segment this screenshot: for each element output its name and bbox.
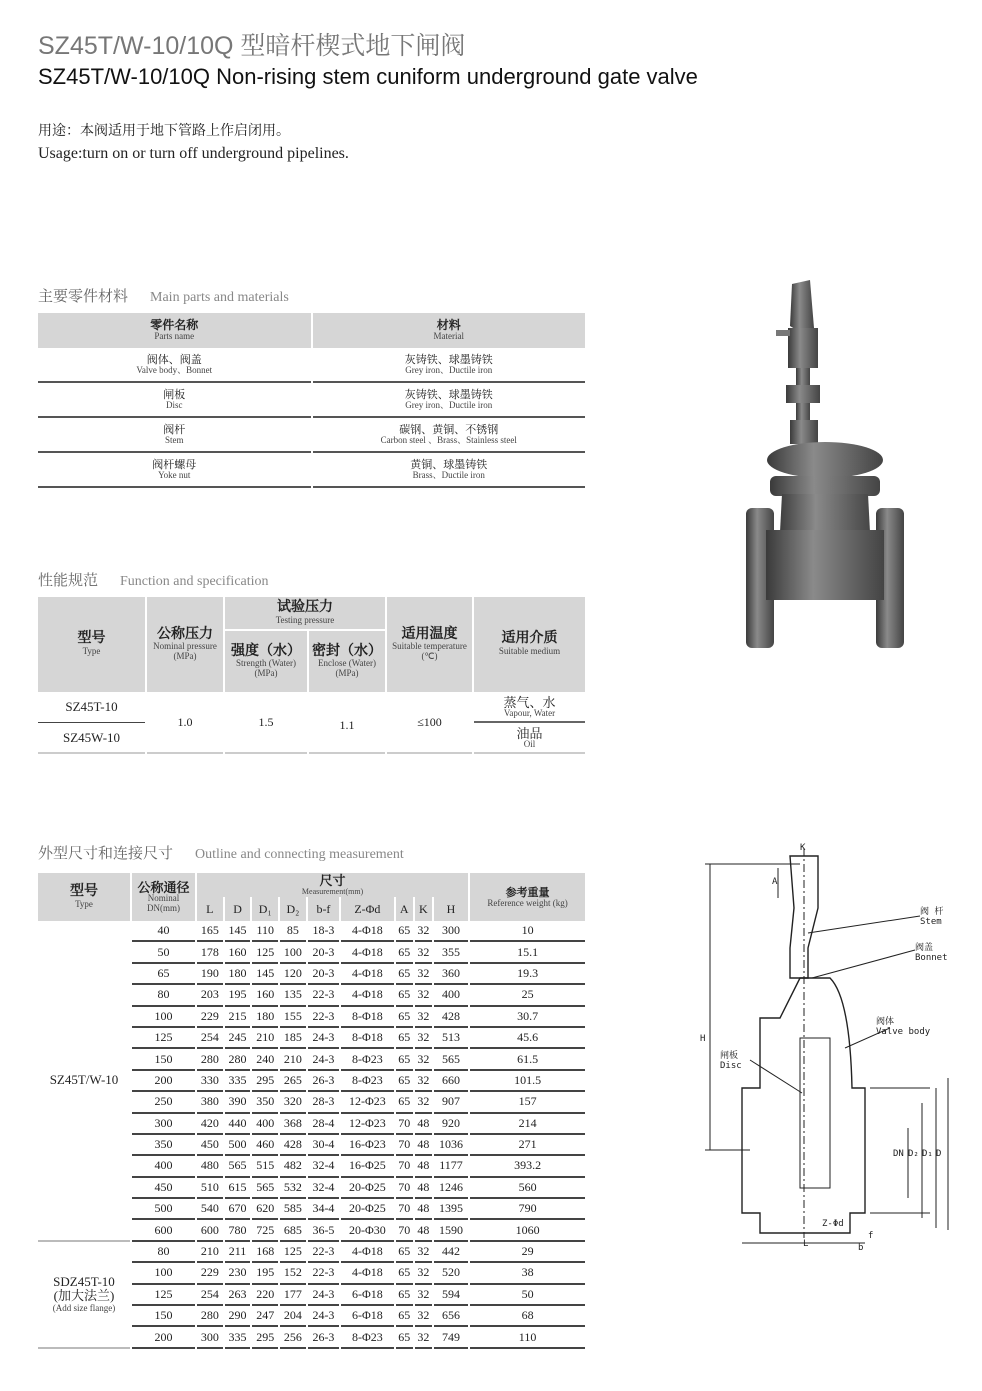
dim-cell: 65 xyxy=(396,1092,413,1113)
part-material: 灰铸铁、球墨铸铁 Grey iron、Ductile iron xyxy=(313,383,586,418)
dim-col-header: K xyxy=(415,897,432,921)
dim-cell: 32 xyxy=(415,1327,432,1348)
dim-cell: 50 xyxy=(470,1285,585,1306)
title-cn: SZ45T/W-10/10Q 型暗杆楔式地下闸阀 xyxy=(38,32,466,60)
dim-cell: 600 xyxy=(197,1220,223,1241)
dim-cell: 22-3 xyxy=(308,1242,339,1263)
dim-cell: 355 xyxy=(434,942,468,963)
part-name: 阀杆螺母 Yoke nut xyxy=(38,453,311,488)
dim-cell: 65 xyxy=(396,1049,413,1070)
dim-cell: 125 xyxy=(132,1285,195,1306)
dim-cell: 48 xyxy=(415,1199,432,1220)
dim-cell: 20-Φ30 xyxy=(341,1220,393,1241)
dim-cell: 16-Φ25 xyxy=(341,1156,393,1177)
spec-enclose: 1.1 xyxy=(309,692,385,754)
part-name: 阀体、阀盖 Valve body、Bonnet xyxy=(38,348,311,383)
dim-cell: 400 xyxy=(132,1156,195,1177)
dim-cell: 48 xyxy=(415,1135,432,1156)
usage-cn: 用途：本阀适用于地下管路上作启闭用。 xyxy=(38,123,290,139)
dim-cell: 100 xyxy=(132,1263,195,1284)
dim-cell: 22-3 xyxy=(308,1263,339,1284)
dim-cell: 460 xyxy=(252,1135,278,1156)
dim-cell: 1060 xyxy=(470,1220,585,1241)
dim-cell: 8-Φ23 xyxy=(341,1071,393,1092)
dim-cell: 152 xyxy=(280,1263,306,1284)
dim-cell: 65 xyxy=(396,942,413,963)
dim-cell: 300 xyxy=(434,921,468,942)
dim-cell: 656 xyxy=(434,1306,468,1327)
dim-cell: 450 xyxy=(132,1178,195,1199)
title-en: SZ45T/W-10/10Q Non-rising stem cuniform underground gate valve xyxy=(38,64,698,89)
dim-cell: 428 xyxy=(434,1007,468,1028)
dim-cell: 180 xyxy=(252,1007,278,1028)
dim-cell: 85 xyxy=(280,921,306,942)
dim-cell: 100 xyxy=(280,942,306,963)
dim-cell: 125 xyxy=(132,1028,195,1049)
dim-label-d2: D₂ xyxy=(908,1149,919,1159)
dim-cell: 22-3 xyxy=(308,1007,339,1028)
dim-cell: 482 xyxy=(280,1156,306,1177)
dim-cell: 565 xyxy=(225,1156,251,1177)
dim-cell: 32 xyxy=(415,1242,432,1263)
dim-cell: 36-5 xyxy=(308,1220,339,1241)
dim-cell: 20-3 xyxy=(308,964,339,985)
dim-cell: 685 xyxy=(280,1220,306,1241)
dim-cell: 254 xyxy=(197,1028,223,1049)
dim-cell: 168 xyxy=(252,1242,278,1263)
dim-cell: 32 xyxy=(415,1049,432,1070)
dim-cell: 780 xyxy=(225,1220,251,1241)
dim-cell: 38 xyxy=(470,1263,585,1284)
dim-cell: 920 xyxy=(434,1114,468,1135)
dim-cell: 70 xyxy=(396,1199,413,1220)
dim-cell: 65 xyxy=(396,1263,413,1284)
dim-cell: 6-Φ18 xyxy=(341,1285,393,1306)
dim-label-b: b xyxy=(858,1243,864,1253)
dim-cell: 32 xyxy=(415,1306,432,1327)
label-disc: 闸板 Disc xyxy=(720,1051,742,1071)
dim-cell: 65 xyxy=(396,985,413,1006)
dim-cell: 160 xyxy=(225,942,251,963)
dim-cell: 32 xyxy=(415,921,432,942)
dim-cell: 26-3 xyxy=(308,1327,339,1348)
dim-cell: 30.7 xyxy=(470,1007,585,1028)
dim-col-header: b-f xyxy=(308,897,339,921)
dim-cell: 40 xyxy=(132,921,195,942)
part-name: 阀杆 Stem xyxy=(38,418,311,453)
parts-section-title xyxy=(38,285,289,306)
dim-cell: 295 xyxy=(252,1071,278,1092)
dim-cell: 200 xyxy=(132,1327,195,1348)
dim-cell: 65 xyxy=(396,1285,413,1306)
spec-h-nominal: 公称压力 Nominal pressure (MPa) xyxy=(147,597,223,692)
dim-cell: 565 xyxy=(434,1049,468,1070)
dim-cell: 20-Φ25 xyxy=(341,1178,393,1199)
dim-cell: 65 xyxy=(132,964,195,985)
spec-h-enclose: 密封（水） Enclose (Water) (MPa) xyxy=(309,629,385,692)
dim-cell: 185 xyxy=(280,1028,306,1049)
dim-cell: 155 xyxy=(280,1007,306,1028)
dim-cell: 4-Φ18 xyxy=(341,1242,393,1263)
dim-cell: 70 xyxy=(396,1135,413,1156)
dim-cell: 330 xyxy=(197,1071,223,1092)
dim-cell: 210 xyxy=(197,1242,223,1263)
valve-photo xyxy=(740,280,910,652)
dim-cell: 110 xyxy=(252,921,278,942)
dim-cell: 442 xyxy=(434,1242,468,1263)
dim-cell: 907 xyxy=(434,1092,468,1113)
dim-type-cell: SDZ45T-10 (加大法兰) (Add size flange) xyxy=(38,1242,130,1349)
dim-cell: 65 xyxy=(396,1242,413,1263)
dim-cell: 29 xyxy=(470,1242,585,1263)
dim-cell: 790 xyxy=(470,1199,585,1220)
valve-section-drawing xyxy=(690,838,970,1258)
dim-cell: 1246 xyxy=(434,1178,468,1199)
dim-cell: 32 xyxy=(415,1071,432,1092)
spec-h-type: 型号 Type xyxy=(38,597,145,692)
dim-cell: 70 xyxy=(396,1156,413,1177)
dim-cell: 350 xyxy=(252,1092,278,1113)
dim-cell: 34-4 xyxy=(308,1199,339,1220)
dim-cell: 70 xyxy=(396,1114,413,1135)
dim-h-type: 型号 Type xyxy=(38,873,130,921)
parts-header-name: 零件名称 Parts name xyxy=(38,313,311,348)
dim-cell: 670 xyxy=(225,1199,251,1220)
dim-cell: 61.5 xyxy=(470,1049,585,1070)
dim-cell: 420 xyxy=(197,1114,223,1135)
dim-cell: 8-Φ18 xyxy=(341,1007,393,1028)
spec-h-strength: 强度（水） Strength (Water) (MPa) xyxy=(225,629,307,692)
dim-type-cell: SZ45T/W-10 xyxy=(38,921,130,1242)
dim-cell: 50 xyxy=(132,942,195,963)
dim-label-f: f xyxy=(868,1231,874,1241)
dim-col-header: A xyxy=(396,897,413,921)
dim-label-h: H xyxy=(700,1034,706,1044)
dim-cell: 32 xyxy=(415,964,432,985)
dim-cell: 10 xyxy=(470,921,585,942)
dim-cell: 19.3 xyxy=(470,964,585,985)
dim-cell: 660 xyxy=(434,1071,468,1092)
dim-cell: 245 xyxy=(225,1028,251,1049)
dim-cell: 100 xyxy=(132,1007,195,1028)
dim-cell: 20-3 xyxy=(308,942,339,963)
dim-cell: 360 xyxy=(434,964,468,985)
dim-h-dn: 公称通径 Nominal DN(mm) xyxy=(132,873,195,921)
dim-cell: 24-3 xyxy=(308,1285,339,1306)
dim-cell: 30-4 xyxy=(308,1135,339,1156)
spec-strength: 1.5 xyxy=(225,692,307,754)
dim-cell: 560 xyxy=(470,1178,585,1199)
part-material: 灰铸铁、球墨铸铁 Grey iron、Ductile iron xyxy=(313,348,586,383)
dim-cell: 4-Φ18 xyxy=(341,921,393,942)
dim-cell: 165 xyxy=(197,921,223,942)
dim-cell: 400 xyxy=(252,1114,278,1135)
dim-cell: 4-Φ18 xyxy=(341,1263,393,1284)
dim-cell: 65 xyxy=(396,1327,413,1348)
dim-label-zd: Z-Φd xyxy=(822,1219,844,1229)
dim-cell: 6-Φ18 xyxy=(341,1306,393,1327)
label-valve-body: 阀体 Valve body xyxy=(876,1017,931,1037)
spec-medium-2: 油品 Oil xyxy=(474,723,585,754)
dim-cell: 240 xyxy=(252,1049,278,1070)
dim-cell: 300 xyxy=(132,1114,195,1135)
dim-cell: 335 xyxy=(225,1071,251,1092)
dim-cell: 335 xyxy=(225,1327,251,1348)
dim-cell: 250 xyxy=(132,1092,195,1113)
dim-cell: 15.1 xyxy=(470,942,585,963)
dim-col-header: H xyxy=(434,897,468,921)
dim-cell: 68 xyxy=(470,1306,585,1327)
dim-cell: 26-3 xyxy=(308,1071,339,1092)
dim-cell: 229 xyxy=(197,1263,223,1284)
parts-title-cn: 主要零件材料 xyxy=(38,287,129,305)
dim-row xyxy=(38,1242,585,1263)
dim-label-k: K xyxy=(800,843,806,853)
spec-title-cn: 性能规范 xyxy=(38,571,99,589)
dim-col-header: D xyxy=(225,897,251,921)
dim-cell: 565 xyxy=(252,1178,278,1199)
dim-cell: 620 xyxy=(252,1199,278,1220)
dim-cell: 28-3 xyxy=(308,1092,339,1113)
dim-cell: 500 xyxy=(225,1135,251,1156)
dim-cell: 390 xyxy=(225,1092,251,1113)
dim-cell: 210 xyxy=(280,1049,306,1070)
dim-cell: 8-Φ18 xyxy=(341,1028,393,1049)
dim-cell: 204 xyxy=(280,1306,306,1327)
dim-cell: 180 xyxy=(225,964,251,985)
dim-cell: 220 xyxy=(252,1285,278,1306)
dim-cell: 515 xyxy=(252,1156,278,1177)
parts-header-material: 材料 Material xyxy=(313,313,586,348)
label-stem: 阀 杆 Stem xyxy=(920,907,944,927)
dim-cell: 70 xyxy=(396,1220,413,1241)
dim-cell: 1395 xyxy=(434,1199,468,1220)
dim-cell: 18-3 xyxy=(308,921,339,942)
dim-cell: 8-Φ23 xyxy=(341,1327,393,1348)
dim-cell: 110 xyxy=(470,1327,585,1348)
part-material: 黄铜、球墨铸铁 Brass、Ductile iron xyxy=(313,453,586,488)
dim-col-header: D₂ xyxy=(280,897,306,921)
spec-temp: ≤100 xyxy=(387,692,472,754)
dim-cell: 8-Φ23 xyxy=(341,1049,393,1070)
dim-cell: 247 xyxy=(252,1306,278,1327)
dim-cell: 145 xyxy=(252,964,278,985)
dim-cell: 32 xyxy=(415,1007,432,1028)
spec-table xyxy=(36,597,587,754)
dim-cell: 135 xyxy=(280,985,306,1006)
dim-cell: 48 xyxy=(415,1220,432,1241)
dim-cell: 24-3 xyxy=(308,1028,339,1049)
dim-cell: 1590 xyxy=(434,1220,468,1241)
dim-cell: 32 xyxy=(415,1092,432,1113)
dim-cell: 65 xyxy=(396,921,413,942)
dim-cell: 195 xyxy=(225,985,251,1006)
dim-cell: 28-4 xyxy=(308,1114,339,1135)
dim-row xyxy=(38,921,585,942)
dim-section-title xyxy=(38,842,404,863)
dim-cell: 350 xyxy=(132,1135,195,1156)
dim-cell: 65 xyxy=(396,1306,413,1327)
dim-cell: 400 xyxy=(434,985,468,1006)
dim-label-a: A xyxy=(772,877,778,887)
dim-cell: 65 xyxy=(396,1071,413,1092)
dim-cell: 145 xyxy=(225,921,251,942)
dim-cell: 65 xyxy=(396,1028,413,1049)
dim-cell: 48 xyxy=(415,1178,432,1199)
dim-cell: 214 xyxy=(470,1114,585,1135)
dim-cell: 12-Φ23 xyxy=(341,1092,393,1113)
dim-cell: 1036 xyxy=(434,1135,468,1156)
dim-cell: 450 xyxy=(197,1135,223,1156)
dim-cell: 45.6 xyxy=(470,1028,585,1049)
dim-cell: 120 xyxy=(280,964,306,985)
dim-cell: 203 xyxy=(197,985,223,1006)
dim-cell: 215 xyxy=(225,1007,251,1028)
dim-cell: 25 xyxy=(470,985,585,1006)
dim-cell: 295 xyxy=(252,1327,278,1348)
dim-cell: 256 xyxy=(280,1327,306,1348)
part-material: 碳钢、黄铜、不锈钢 Carbon steel 、Brass、Stainless steel xyxy=(313,418,586,453)
dim-cell: 48 xyxy=(415,1156,432,1177)
dim-cell: 725 xyxy=(252,1220,278,1241)
dim-cell: 500 xyxy=(132,1199,195,1220)
label-bonnet: 阀盖 Bonnet xyxy=(915,943,948,963)
dim-cell: 32-4 xyxy=(308,1178,339,1199)
usage-en: Usage:turn on or turn off underground pipelines. xyxy=(38,145,349,162)
dim-cell: 65 xyxy=(396,964,413,985)
dim-cell: 510 xyxy=(197,1178,223,1199)
dim-cell: 190 xyxy=(197,964,223,985)
dimension-table xyxy=(36,873,587,1349)
parts-table xyxy=(36,313,587,488)
dim-cell: 125 xyxy=(252,942,278,963)
dim-cell: 80 xyxy=(132,1242,195,1263)
dim-cell: 4-Φ18 xyxy=(341,942,393,963)
dim-cell: 290 xyxy=(225,1306,251,1327)
dim-cell: 393.2 xyxy=(470,1156,585,1177)
dim-cell: 211 xyxy=(225,1242,251,1263)
dim-cell: 4-Φ18 xyxy=(341,985,393,1006)
dim-cell: 70 xyxy=(396,1178,413,1199)
parts-row xyxy=(38,453,585,488)
dim-cell: 32 xyxy=(415,1285,432,1306)
dim-label-d: D xyxy=(936,1149,942,1159)
dim-cell: 22-3 xyxy=(308,985,339,1006)
dim-cell: 480 xyxy=(197,1156,223,1177)
dim-cell: 749 xyxy=(434,1327,468,1348)
spec-type-2: SZ45W-10 xyxy=(38,723,145,754)
spec-section-title xyxy=(38,569,269,590)
spec-title-en: Function and specification xyxy=(120,574,269,589)
dim-col-header: Z-Φd xyxy=(341,897,393,921)
dim-cell: 380 xyxy=(197,1092,223,1113)
dim-cell: 263 xyxy=(225,1285,251,1306)
dim-cell: 594 xyxy=(434,1285,468,1306)
dim-cell: 200 xyxy=(132,1071,195,1092)
dim-cell: 195 xyxy=(252,1263,278,1284)
dim-title-cn: 外型尺寸和连接尺寸 xyxy=(38,844,174,862)
dim-cell: 32 xyxy=(415,942,432,963)
dim-cell: 1177 xyxy=(434,1156,468,1177)
dim-cell: 101.5 xyxy=(470,1071,585,1092)
dim-cell: 428 xyxy=(280,1135,306,1156)
part-name: 闸板 Disc xyxy=(38,383,311,418)
dim-cell: 280 xyxy=(197,1049,223,1070)
dim-cell: 300 xyxy=(197,1327,223,1348)
dim-cell: 210 xyxy=(252,1028,278,1049)
dim-h-weight: 参考重量 Reference weight (kg) xyxy=(470,873,585,921)
dim-label-d1: D₁ xyxy=(922,1149,933,1159)
dim-cell: 65 xyxy=(396,1007,413,1028)
dim-cell: 532 xyxy=(280,1178,306,1199)
dim-label-l: L xyxy=(803,1239,809,1249)
dim-col-header: D₁ xyxy=(252,897,278,921)
dim-cell: 80 xyxy=(132,985,195,1006)
dim-cell: 540 xyxy=(197,1199,223,1220)
parts-row xyxy=(38,383,585,418)
parts-title-en: Main parts and materials xyxy=(150,290,289,305)
dim-cell: 271 xyxy=(470,1135,585,1156)
dim-cell: 177 xyxy=(280,1285,306,1306)
dim-cell: 178 xyxy=(197,942,223,963)
dim-title-en: Outline and connecting measurement xyxy=(195,847,404,862)
spec-type-1: SZ45T-10 xyxy=(38,692,145,723)
dim-cell: 157 xyxy=(470,1092,585,1113)
dim-cell: 32-4 xyxy=(308,1156,339,1177)
dim-cell: 24-3 xyxy=(308,1306,339,1327)
dim-cell: 4-Φ18 xyxy=(341,964,393,985)
dim-cell: 280 xyxy=(225,1049,251,1070)
dim-cell: 32 xyxy=(415,1263,432,1284)
dim-cell: 150 xyxy=(132,1049,195,1070)
parts-row xyxy=(38,418,585,453)
dim-cell: 513 xyxy=(434,1028,468,1049)
dim-cell: 280 xyxy=(197,1306,223,1327)
dim-cell: 160 xyxy=(252,985,278,1006)
dim-cell: 520 xyxy=(434,1263,468,1284)
dim-cell: 254 xyxy=(197,1285,223,1306)
spec-nominal: 1.0 xyxy=(147,692,223,754)
dim-cell: 368 xyxy=(280,1114,306,1135)
dim-cell: 24-3 xyxy=(308,1049,339,1070)
dim-cell: 440 xyxy=(225,1114,251,1135)
dim-cell: 150 xyxy=(132,1306,195,1327)
dim-cell: 32 xyxy=(415,985,432,1006)
spec-medium-1: 蒸气、水 Vapour, Water xyxy=(474,692,585,723)
dim-col-header: L xyxy=(197,897,223,921)
dim-cell: 32 xyxy=(415,1028,432,1049)
dim-cell: 265 xyxy=(280,1071,306,1092)
spec-h-testing: 试验压力 Testing pressure xyxy=(225,597,385,629)
dim-label-dn: DN xyxy=(893,1149,904,1159)
dim-cell: 20-Φ25 xyxy=(341,1199,393,1220)
dim-cell: 320 xyxy=(280,1092,306,1113)
dim-cell: 125 xyxy=(280,1242,306,1263)
spec-h-temp: 适用温度 Suitable temperature (℃) xyxy=(387,597,472,692)
dim-cell: 229 xyxy=(197,1007,223,1028)
dim-cell: 600 xyxy=(132,1220,195,1241)
parts-row xyxy=(38,348,585,383)
dim-cell: 12-Φ23 xyxy=(341,1114,393,1135)
dim-cell: 48 xyxy=(415,1114,432,1135)
dim-h-measurement: 尺寸 Measurement(mm) xyxy=(197,873,468,897)
dim-cell: 585 xyxy=(280,1199,306,1220)
dim-cell: 230 xyxy=(225,1263,251,1284)
dim-cell: 615 xyxy=(225,1178,251,1199)
dim-cell: 16-Φ23 xyxy=(341,1135,393,1156)
spec-h-medium: 适用介质 Suitable medium xyxy=(474,597,585,692)
